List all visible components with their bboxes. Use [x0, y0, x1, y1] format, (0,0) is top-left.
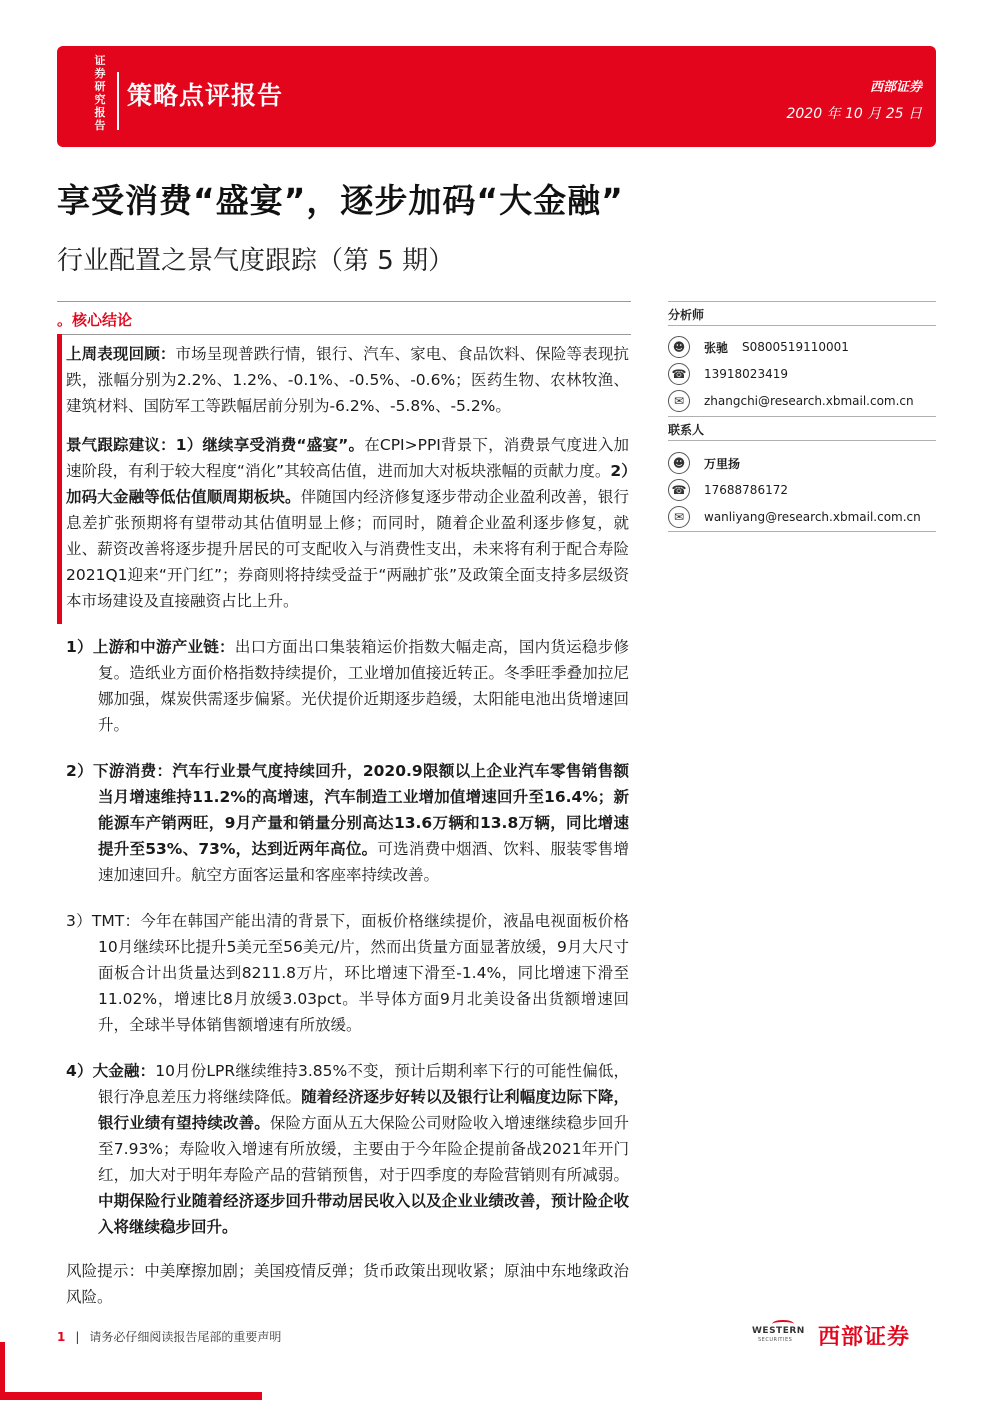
- section-heading: 。核心结论: [57, 311, 133, 329]
- analyst-top-line: [668, 301, 936, 302]
- paragraph-weekly-review: 上周表现回顾：市场呈现普跌行情，银行、汽车、家电、食品饮料、保险等表现抗跌，涨幅分别为2.2%、1.2%、-0.1%、-0.5%、-0.6%；医药生物、农林牧渔、建筑材料、国防军工等跌幅居前分别为-6.2%、-5.8%、-5.2%。: [66, 345, 629, 415]
- footer-note: [57, 1328, 281, 1345]
- logo-en-sub: SECURITIES: [758, 1337, 793, 1343]
- footer-separator: |: [75, 1330, 80, 1344]
- banner-brand: 西部证券: [869, 80, 922, 95]
- contact-phone-row: [668, 477, 936, 503]
- contact-top-line: [668, 416, 936, 417]
- list-item-finance: 4）大金融：10月份LPR继续维持3.85%不变，预计后期利率下行的可能性偏低，银行净息差压力将继续降低。随着经济逐步好转以及银行让利幅度边际下降，银行业绩有望持续改善。保险方面从五大保险公司财险收入增速继续稳步回升至7.93%；寿险收入增速有所放缓，主要由于今年险企提前备战2021年开门红，加大对于明年寿险产品的营销预售，对于四季度的寿险营销则有所减弱。中期保险行业随着经济逐步回升带动居民收入以及企业业绩改善，预计险企收入将继续稳步回升。: [66, 1062, 630, 1236]
- logo-mark: [752, 1320, 814, 1350]
- analyst-heading: 分析师: [668, 308, 705, 322]
- contact-name-row: [668, 450, 936, 476]
- analyst-name-row: [668, 334, 936, 360]
- logo-cn: 西部证券: [818, 1324, 911, 1350]
- list-item-tmt: 3）TMT：今年在韩国产能出清的背景下，面板价格继续提价，液晶电视面板价格10月继续环比提升5美元至56美元/片，然而出货量方面显著放缓，9月大尺寸面板合计出货量达到8211.8万片，环比增速下滑至-1.4%，同比增速下滑至11.02%，增速比8月放缓3.03pct。半导体方面9月北美设备出货额增速回升，全球半导体销售额增速有所放缓。: [66, 912, 630, 1034]
- report-subtitle: 行业配置之景气度跟踪（第 5 期）: [57, 246, 455, 276]
- section-divider: [57, 334, 631, 335]
- analyst-license: S0800519110001: [742, 340, 849, 354]
- risk-warning: 风险提示：中美摩擦加剧；美国疫情反弹；货币政策出现收紧；原油中东地缘政治风险。: [66, 1262, 629, 1306]
- report-title: 享受消费“盛宴”，逐步加码“大金融”: [57, 181, 624, 220]
- logo-en: WESTERN: [752, 1326, 805, 1336]
- analyst-email[interactable]: zhangchi@research.xbmail.com.cn: [704, 394, 914, 408]
- contact-name: 万里扬: [704, 456, 741, 471]
- page-number: 1: [57, 1330, 66, 1344]
- contact-email[interactable]: wanliyang@research.xbmail.com.cn: [704, 510, 921, 524]
- analyst-phone: 13918023419: [704, 367, 788, 381]
- contact-heading: 联系人: [668, 423, 705, 437]
- footer-logo: [752, 1318, 910, 1352]
- mail-icon: ✉: [668, 506, 690, 528]
- analyst-name: 张驰: [704, 340, 729, 355]
- contact-email-row: [668, 504, 936, 530]
- phone-icon: ☎: [668, 363, 690, 385]
- contact-bottom-line: [668, 531, 936, 532]
- user-icon: ☻: [668, 336, 690, 358]
- list-item-upstream: 1）上游和中游产业链：出口方面出口集装箱运价指数大幅走高，国内货运稳步修复。造纸业方面价格指数持续提价，工业增加值接近转正。冬季旺季叠加拉尼娜加强，煤炭供需逐步偏紧。光伏提价近期逐步趋缓，太阳能电池出货增速回升。: [66, 638, 629, 734]
- header-banner: [57, 46, 936, 147]
- vertical-label: 证券研究报告: [94, 54, 106, 132]
- contact-phone: 17688786172: [704, 483, 788, 497]
- contact-head-line: [668, 440, 936, 441]
- corner-horizontal-bar: [0, 1392, 262, 1400]
- user-icon: ☻: [668, 452, 690, 474]
- paragraph-suggestion: 景气跟踪建议：1）继续享受消费“盛宴”。在CPI>PPI背景下，消费景气度进入加速阶段，有利于较大程度“消化”其较高估值，进而加大对板块涨幅的贡献力度。2）加码大金融等低估值顺周期板块。伴随国内经济修复逐步带动企业盈利改善，银行息差扩张预期将有望带动其估值明显上修；而同时，随着企业盈利逐步修复，就业、薪资改善将逐步提升居民的可支配收入与消费性支出，未来将有利于配合寿险2021Q1迎来“开门红”；券商则将持续受益于“两融扩张”及政策全面支持多层级资本市场建设及直接融资占比上升。: [66, 436, 629, 610]
- report-type: 策略点评报告: [127, 81, 284, 110]
- report-date: 2020 年 10 月 25 日: [786, 106, 922, 122]
- analyst-email-row: [668, 388, 936, 414]
- disclaimer-note: 请务必仔细阅读报告尾部的重要声明: [89, 1330, 282, 1344]
- list-item-consumption: 2）下游消费：汽车行业景气度持续回升，2020.9限额以上企业汽车零售销售额当月增速维持11.2%的高增速，汽车制造工业增加值增速回升至16.4%；新能源车产销两旺，9月产量和销量分别高达13.6万辆和13.8万辆，同比增速提升至53%、73%，达到近两年高位。可选消费中烟酒、饮料、服装零售增速加速回升。航空方面客运量和客座率持续改善。: [66, 762, 629, 884]
- analyst-head-line: [668, 325, 936, 326]
- phone-icon: ☎: [668, 479, 690, 501]
- banner-divider: [117, 72, 119, 130]
- analyst-phone-row: [668, 361, 936, 387]
- top-divider: [57, 301, 631, 302]
- mail-icon: ✉: [668, 390, 690, 412]
- report-body: [66, 341, 629, 1323]
- accent-bar: [57, 334, 62, 624]
